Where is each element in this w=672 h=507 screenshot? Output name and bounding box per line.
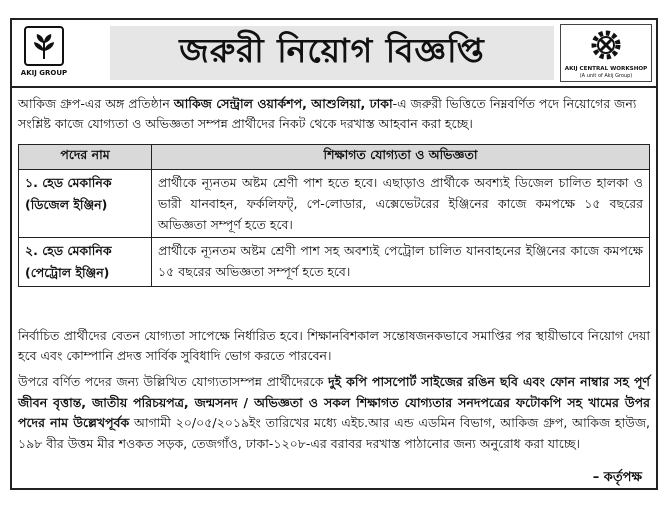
intro-part1: আকিজ গ্রুপ-এর অঙ্গ প্রতিষ্ঠান bbox=[18, 96, 174, 111]
col-post-header: পদের নাম bbox=[19, 145, 152, 170]
table-header-row bbox=[19, 145, 650, 170]
application-documents: দুই কপি পাসপোর্ট সাইজের রঙিন ছবি এবং ফোন নাম্বার সহ পূর্ণ জীবন বৃত্তান্ত, জাতীয় পরিচয়পত্র, জন্মসনদ / অভিজ্ঞতা ও সকল শিক্ষাগত যোগ্যতার সনদপত্রের ফটোকপি সহ খামের উপর পদের নাম উল্লেখপূর্বক bbox=[18, 374, 650, 430]
akij-central-workshop-logo bbox=[560, 24, 652, 82]
table-row bbox=[19, 238, 650, 287]
left-logo-caption: AKIJ GROUP bbox=[20, 69, 68, 77]
table-row bbox=[19, 170, 650, 238]
right-logo-line1: AKIJ CENTRAL WORKSHOP bbox=[564, 66, 648, 72]
post-cell bbox=[19, 238, 152, 287]
col-requirement-header: শিক্ষাগত যোগ্যতা ও অভিজ্ঞতা bbox=[152, 145, 650, 170]
intro-paragraph bbox=[18, 94, 650, 134]
akij-group-logo bbox=[18, 26, 70, 80]
intro-part2: -এ জরুরী ভিত্তিতে নিম্নবর্ণিত পদে নিয়োগের জন্য সংশ্লিষ্ট কাজে যোগ্যতা ও অভিজ্ঞতা সম্পন্ন প্রার্থীদের নিকট থেকে দরখাস্ত আহবান করা হচ্ছে। bbox=[18, 96, 637, 131]
intro-company: আকিজ সেন্ট্রাল ওয়ার্কশপ, আশুলিয়া, ঢাকা bbox=[173, 96, 393, 111]
gear-wrench-icon bbox=[589, 28, 623, 62]
requirement-cell: প্রার্থীকে ন্যূনতম অষ্টম শ্রেণী পাশ হতে হবে। এছাড়াও প্রার্থীকে অবশ্যই ডিজেল চালিত হালকা ও ভারী যানবাহন, ফর্কলিফট্, পে-লোডার, এক্সেভেটরের ইঞ্জিনের কাজে কমপক্ষে ১৫ বছরের অভিজ্ঞতা সম্পূর্ণ হতে হবে। bbox=[152, 170, 650, 238]
application-paragraph bbox=[18, 372, 650, 454]
post-engine-type: (ডিজেল ইঞ্জিন) bbox=[25, 197, 108, 212]
salary-paragraph: নির্বাচিত প্রার্থীদের বেতন যোগ্যতা সাপেক্ষে নির্ধারিত হবে। শিক্ষানবিশকাল সন্তোষজনকভাবে সমাপ্তির পর স্থায়ীভাবে নিয়োগ দেয়া হবে এবং কোম্পানি প্রদত্ত সার্বিক সুবিধাদি ভোগ করতে পারবেন। bbox=[18, 328, 650, 363]
post-name: ১. হেড মেকানিক bbox=[25, 175, 112, 190]
requirements-table bbox=[18, 144, 650, 287]
notice-header bbox=[12, 20, 656, 88]
post-cell bbox=[19, 170, 152, 238]
requirement-cell: প্রার্থীকে ন্যূনতম অষ্টম শ্রেণী পাশ সহ অবশ্যই পেট্রোল চালিত যানবাহনের ইঞ্জিনের কাজে কমপক্ষে ১৫ বছরের অভিজ্ঞতা সম্পূর্ণ হতে হবে। bbox=[152, 238, 650, 287]
leaf-icon bbox=[29, 31, 59, 61]
application-part2: আগামী ২০/০৫/২০১৯ইং তারিখের মধ্যে এইচ.আর এন্ড এডমিন বিভাগ, আকিজ গ্রুপ, আকিজ হাউজ, ১৯৮ বীর উত্তম মীর শওকত সড়ক, তেজগাঁও, ঢাকা-১২০৮-এর বরাবর দরখাস্ত পাঠানোর জন্য অনুরোধ করা যাচ্ছে। bbox=[18, 415, 650, 451]
application-part1: উপরে বর্ণিত পদের জন্য উল্লিখিত যোগ্যতাসম্পন্ন প্রার্থীদেরকে bbox=[18, 374, 329, 389]
title-band bbox=[110, 26, 554, 80]
signature: – কর্তৃপক্ষ bbox=[592, 470, 642, 485]
job-notice bbox=[10, 18, 658, 490]
post-name: ২. হেড মেকানিক bbox=[25, 243, 112, 258]
notice-title: জরুরী নিয়োগ বিজ্ঞপ্তি bbox=[179, 31, 485, 70]
post-engine-type: (পেট্রোল ইঞ্জিন) bbox=[25, 265, 110, 280]
right-logo-line2: (A unit of Akij Group) bbox=[579, 73, 633, 79]
